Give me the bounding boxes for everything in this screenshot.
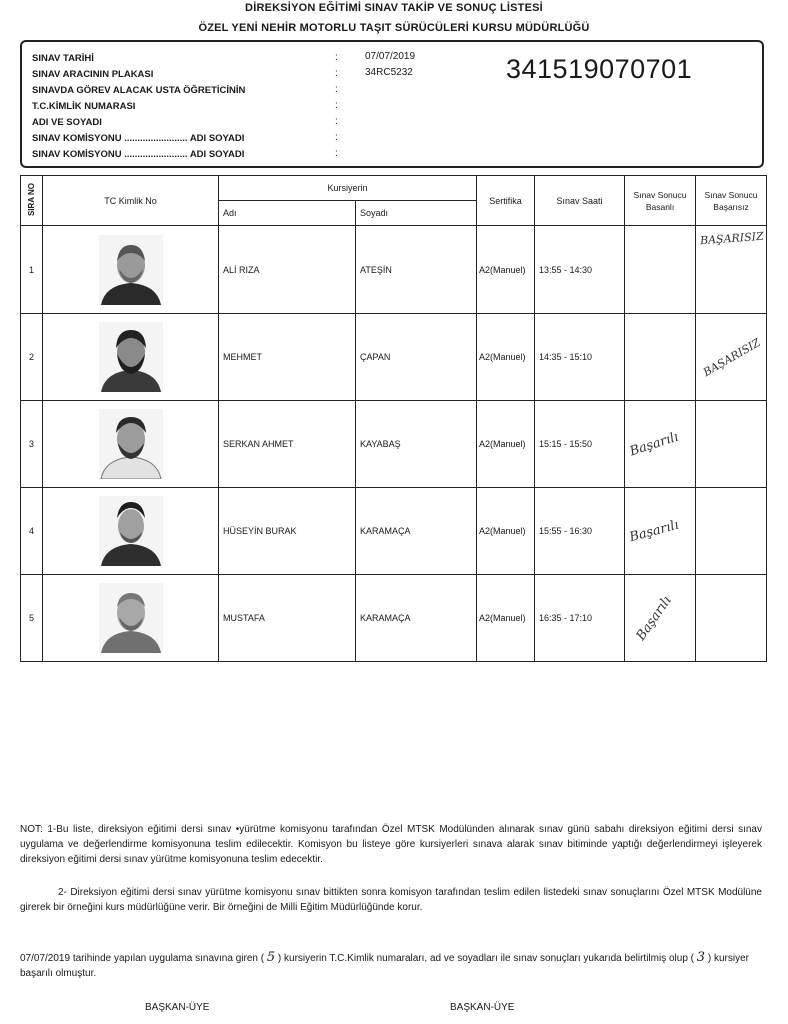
exam-time: 14:35 - 15:10: [535, 314, 625, 401]
label-name-surname: ADI VE SOYADI: [32, 117, 102, 128]
first-name: MEHMET: [219, 314, 356, 401]
certificate: A2(Manuel): [477, 575, 535, 662]
exam-info-box: [20, 40, 764, 168]
signature-left: BAŞKAN-ÜYE: [145, 1002, 210, 1013]
photo-cell: [43, 488, 219, 575]
colon: :: [335, 68, 338, 79]
note-paragraph-2: 2- Direksiyon eğitimi dersi sınav yürütme komisyonu sınav bittikten sonra komisyon tarafından teslim edilen listedeki sınav sonuçlarını Özel MTSK Modülüne girerek bir örneğini kurs müdürlüğüne verir. Bir örneğini de Milli Eğitim Müdürlüğünde korur.: [20, 887, 762, 913]
candidate-photo: [99, 496, 163, 566]
label-tc-number: T.C.KİMLİK NUMARASI: [32, 101, 136, 112]
colon: :: [335, 52, 338, 63]
label-commission-1: SINAV KOMİSYONU ........................ ADI SOYADI: [32, 133, 245, 144]
passed-count: 3: [696, 950, 706, 965]
header-sinav-saati: Sınav Saati: [535, 176, 625, 226]
candidate-photo: [99, 583, 163, 653]
table-row: [21, 314, 767, 401]
result-failed: [696, 488, 767, 575]
document-title: DİREKSİYON EĞİTİMİ SINAV TAKİP VE SONUÇ LİSTESİ: [245, 2, 543, 14]
row-number: 2: [21, 314, 43, 401]
header-adi: Adı: [219, 201, 356, 226]
exam-time: 13:55 - 14:30: [535, 226, 625, 314]
institution-title: ÖZEL YENİ NEHİR MOTORLU TAŞIT SÜRÜCÜLERİ KURSU MÜDÜRLÜĞÜ: [198, 22, 590, 34]
exam-time: 15:15 - 15:50: [535, 401, 625, 488]
exam-time: 16:35 - 17:10: [535, 575, 625, 662]
colon: :: [335, 100, 338, 111]
header-sira-no: SIRA NO: [21, 176, 43, 226]
table-row: [21, 226, 767, 314]
results-table: [20, 175, 767, 662]
colon: :: [335, 148, 338, 159]
result-passed: [625, 226, 696, 314]
exam-time: 15:55 - 16:30: [535, 488, 625, 575]
last-name: ATEŞİN: [356, 226, 477, 314]
note-paragraph-1: NOT: 1-Bu liste, direksiyon eğitimi dersi sınav •yürütme komisyonu tarafından Özel MTSK Modülünden alınarak sınav günü sabahı direksiyon eğitimi dersi sınav uygulama ve değerlendirme komisyonuna teslim edilecektir. Komisyon bu listeye göre kursiyerleri sınava alarak sınav bitiminde yaptığı değerlendirmeyi işleyerek direksiyon eğitimi dersi sınav yürütme komisyonuna teslim edecektir.: [20, 824, 762, 865]
first-name: SERKAN AHMET: [219, 401, 356, 488]
header-sertifika: Sertifika: [477, 176, 535, 226]
result-failed: [696, 401, 767, 488]
label-commission-2: SINAV KOMİSYONU ........................ ADI SOYADI: [32, 149, 245, 160]
exam-count: 5: [266, 950, 276, 965]
first-name: MUSTAFA: [219, 575, 356, 662]
row-number: 4: [21, 488, 43, 575]
document-number: 341519070701: [506, 54, 693, 84]
last-name: ÇAPAN: [356, 314, 477, 401]
header-soyadi: Soyadı: [356, 201, 477, 226]
row-number: 1: [21, 226, 43, 314]
certificate: A2(Manuel): [477, 401, 535, 488]
first-name: HÜSEYİN BURAK: [219, 488, 356, 575]
result-passed: [625, 314, 696, 401]
label-exam-date: SINAV TARİHİ: [32, 53, 94, 64]
header-tc-kimlik: TC Kimlik No: [43, 176, 219, 226]
summary-text: 07/07/2019 tarihinde yapılan uygulama sınavına giren ( 5 ) kursiyerin T.C.Kimlik numaraları, ad ve soyadları ile sınav sonuçları yukarıda belirtilmiş olup ( 3 ) kursiyer başarılı olmuştur.: [20, 950, 749, 979]
table-row: [21, 488, 767, 575]
header-basarisiz: Sınav Sonucu Başarısız: [696, 176, 767, 226]
exam-date-value: 07/07/2019: [365, 51, 416, 62]
row-number: 3: [21, 401, 43, 488]
result-failed: [696, 575, 767, 662]
label-instructor: SINAVDA GÖREV ALACAK USTA ÖĞRETİCİNİN: [32, 85, 246, 96]
photo-cell: [43, 401, 219, 488]
candidate-photo: [99, 409, 163, 479]
candidate-photo: [99, 322, 163, 392]
header-basarili: Sınav Sonucu Basanlı: [625, 176, 696, 226]
header-kursiyerin: Kursiyerin: [219, 176, 477, 201]
plate-value: 34RC5232: [365, 67, 413, 78]
photo-cell: [43, 575, 219, 662]
last-name: KAYABAŞ: [356, 401, 477, 488]
colon: :: [335, 132, 338, 143]
result-failed: BAŞARISIZ: [696, 226, 767, 314]
photo-cell: [43, 314, 219, 401]
colon: :: [335, 116, 338, 127]
certificate: A2(Manuel): [477, 488, 535, 575]
result-failed: BAŞARISIZ: [696, 314, 767, 401]
row-number: 5: [21, 575, 43, 662]
last-name: KARAMAÇA: [356, 488, 477, 575]
last-name: KARAMAÇA: [356, 575, 477, 662]
result-passed: Başarılı: [625, 401, 696, 488]
label-vehicle-plate: SINAV ARACININ PLAKASI: [32, 69, 154, 80]
table-row: [21, 575, 767, 662]
candidate-photo: [99, 235, 163, 305]
first-name: ALİ RIZA: [219, 226, 356, 314]
certificate: A2(Manuel): [477, 226, 535, 314]
result-passed: Başarılı: [625, 488, 696, 575]
result-passed: Başarılı: [625, 575, 696, 662]
colon: :: [335, 84, 338, 95]
table-row: [21, 401, 767, 488]
signature-right: BAŞKAN-ÜYE: [450, 1002, 515, 1013]
certificate: A2(Manuel): [477, 314, 535, 401]
photo-cell: [43, 226, 219, 314]
